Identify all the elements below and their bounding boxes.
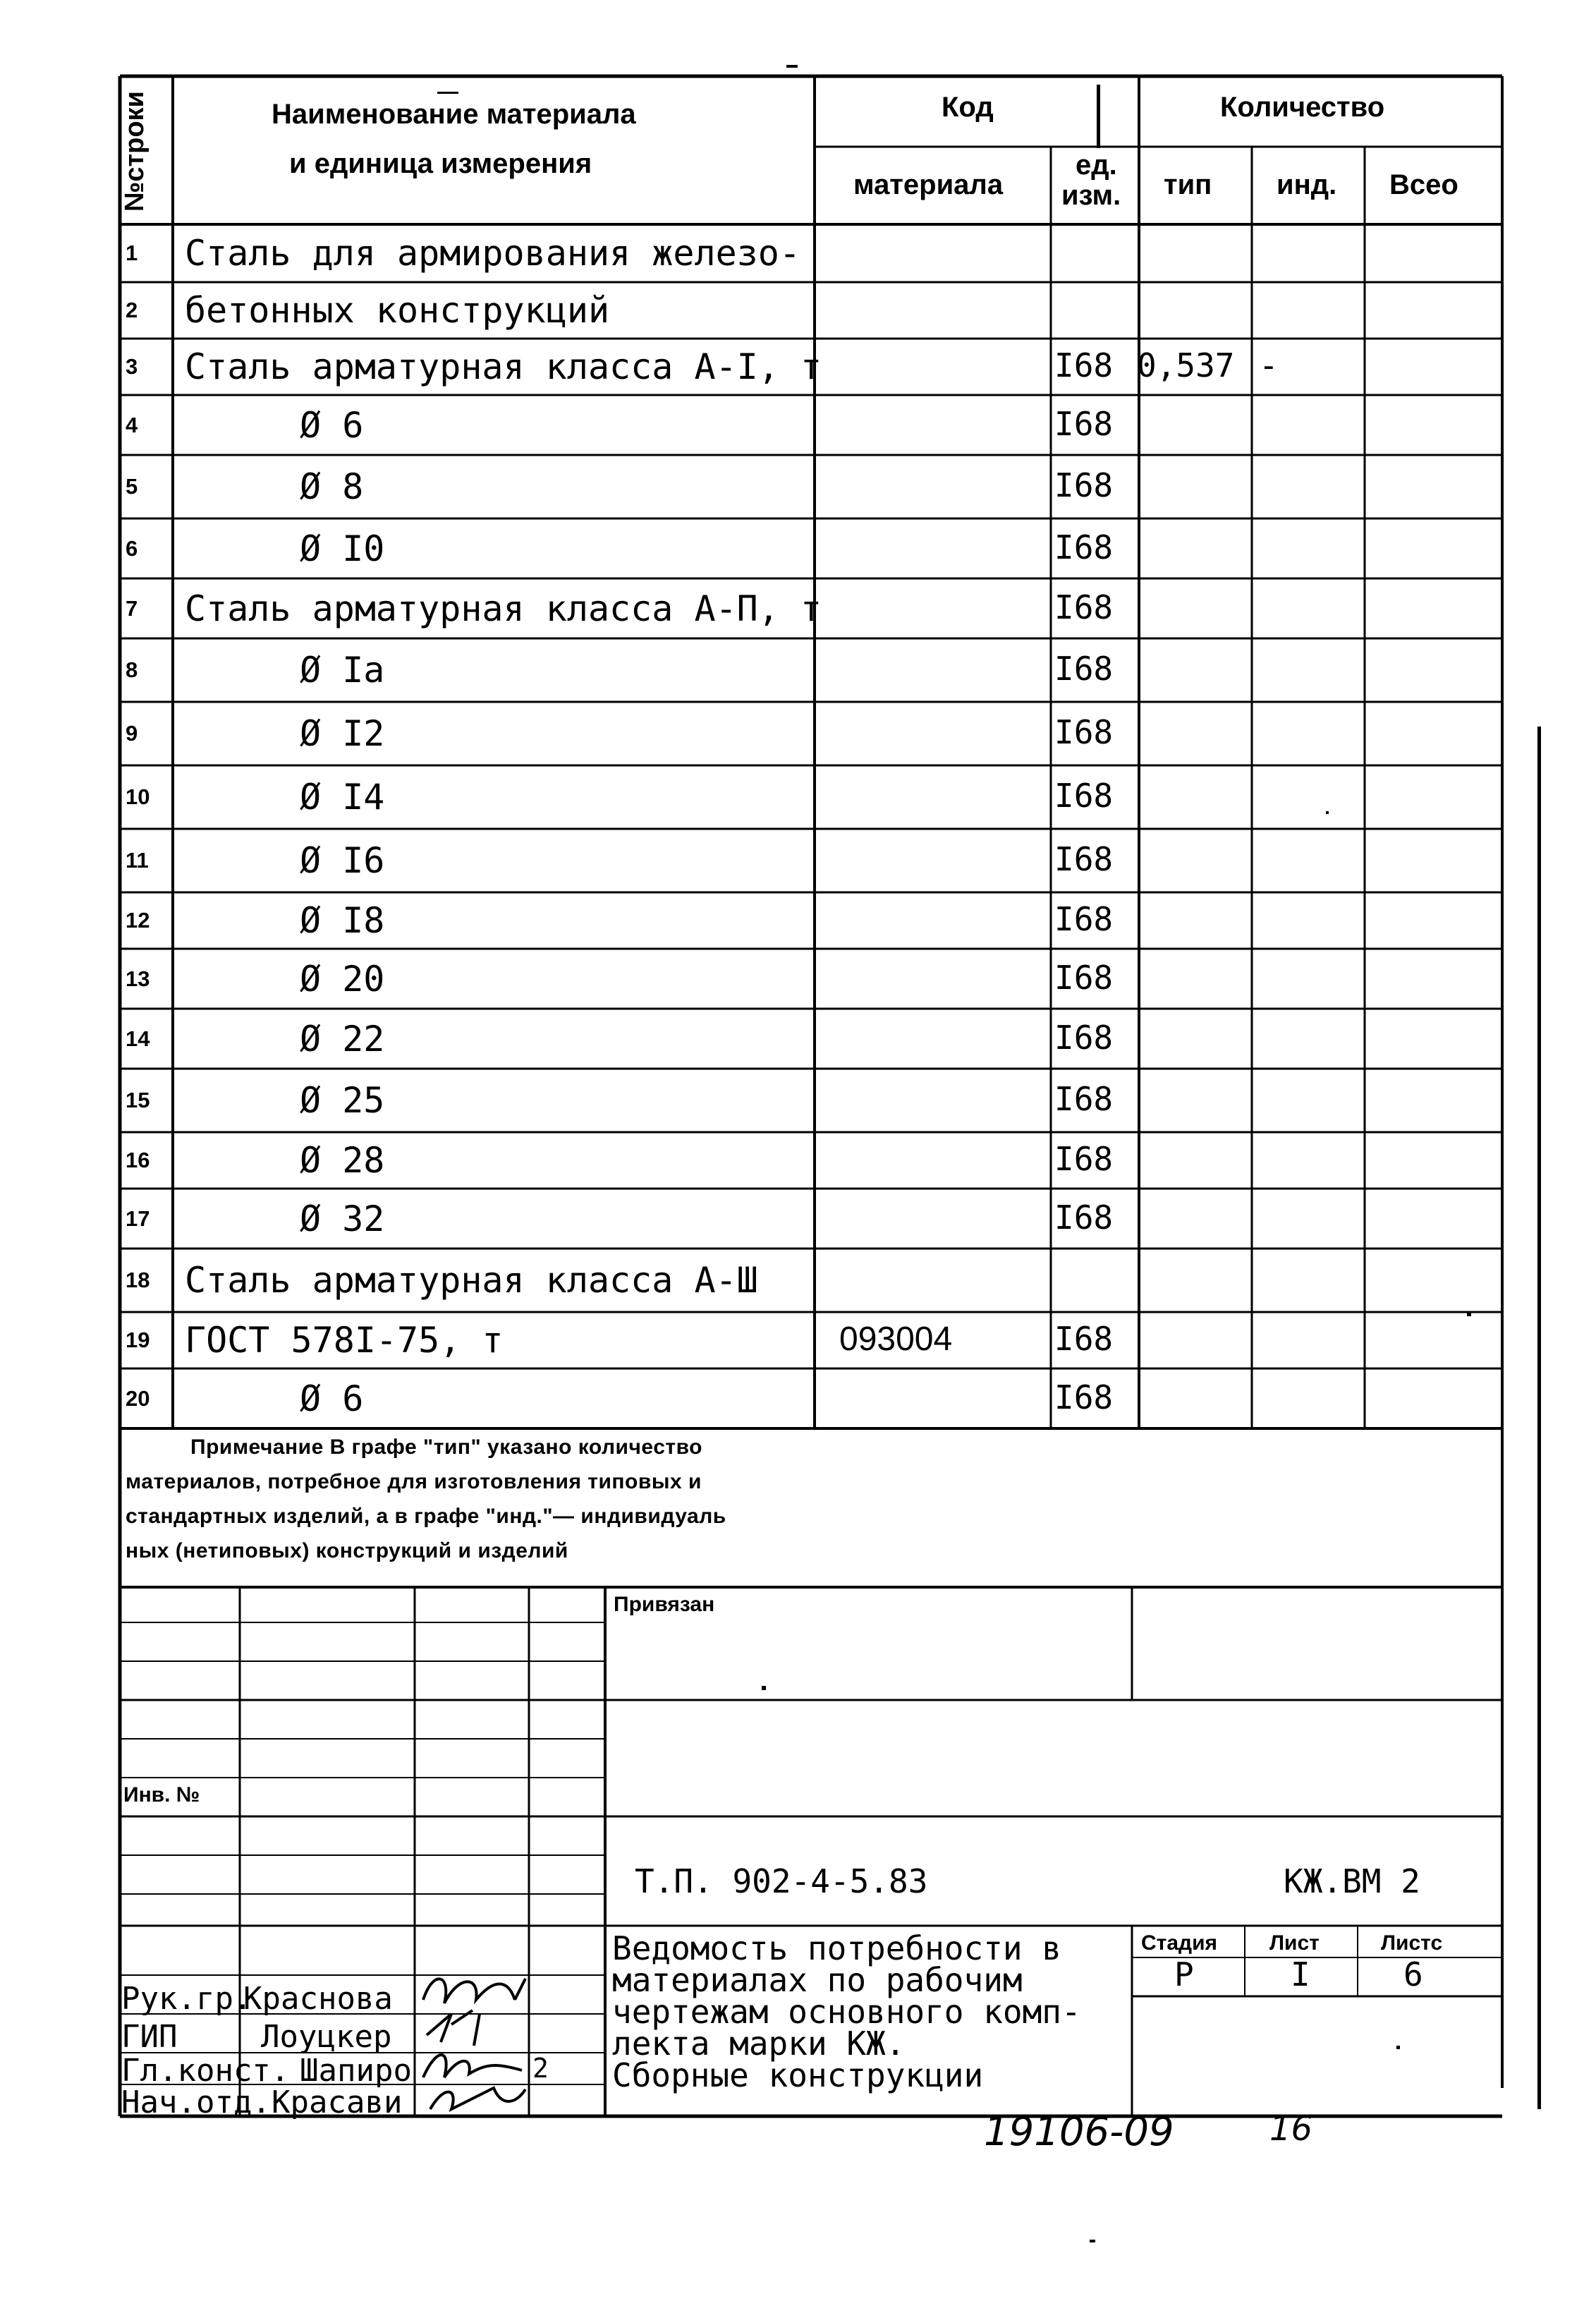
unit-code: I68 bbox=[1054, 466, 1114, 504]
material-name: Ø I8 bbox=[300, 900, 385, 941]
sheet-value: I bbox=[1291, 1955, 1310, 1993]
sheets-value: 6 bbox=[1403, 1955, 1423, 1993]
unit-code: I68 bbox=[1054, 900, 1114, 938]
row-number: 13 bbox=[126, 966, 150, 991]
material-name: Ø 25 bbox=[300, 1080, 385, 1121]
material-name: Ø I4 bbox=[300, 777, 385, 818]
material-code: 093004 bbox=[839, 1321, 953, 1358]
header-qty-type: тип bbox=[1164, 169, 1212, 200]
header-name-line2: и единица измерения bbox=[289, 148, 592, 179]
unit-code: I68 bbox=[1054, 713, 1114, 751]
row-number: 19 bbox=[126, 1328, 150, 1352]
doc-title-line3: чертежам основного комп- bbox=[612, 1993, 1081, 2031]
unit-code: I68 bbox=[1054, 650, 1114, 688]
header-unit-line1: ед. bbox=[1076, 150, 1117, 181]
row-number: 8 bbox=[126, 657, 138, 682]
row-number: 16 bbox=[126, 1148, 150, 1172]
row-number: 6 bbox=[126, 535, 138, 561]
material-name: Ø I2 bbox=[300, 713, 385, 754]
row-number: 3 bbox=[126, 354, 138, 379]
unit-code: I68 bbox=[1054, 777, 1114, 815]
qty-ind: - bbox=[1259, 346, 1279, 384]
row-number: 4 bbox=[126, 412, 138, 437]
material-name: ГОСТ 578I-75, т bbox=[185, 1320, 504, 1361]
material-name: Сталь арматурная класса А-I, т bbox=[185, 346, 822, 387]
row-number: 7 bbox=[126, 595, 138, 621]
header-unit-line2: изм. bbox=[1061, 180, 1121, 211]
header-name-line1: Наименование материала bbox=[272, 99, 636, 130]
material-name: Сталь арматурная класса А-П, т bbox=[185, 588, 822, 629]
row-number: 10 bbox=[126, 784, 150, 809]
doc-title-line2: материалах по рабочим bbox=[612, 1961, 1023, 1999]
material-name: Ø I0 bbox=[300, 528, 385, 569]
signer-name-4: Красави bbox=[272, 2084, 403, 2120]
row-number: 18 bbox=[126, 1268, 150, 1292]
header-qty-total: Всео bbox=[1389, 169, 1458, 200]
unit-code: I68 bbox=[1054, 1198, 1114, 1237]
signer-role-2: ГИП bbox=[121, 2019, 178, 2055]
material-name: Ø 32 bbox=[300, 1198, 385, 1239]
header-row-number: №строки bbox=[120, 91, 150, 212]
row-number: 5 bbox=[126, 474, 138, 499]
header-code: Код bbox=[942, 92, 994, 123]
inventory-label: Инв. № bbox=[123, 1783, 200, 1807]
sheets-label: Листс bbox=[1381, 1931, 1443, 1955]
unit-code: I68 bbox=[1054, 1378, 1114, 1416]
unit-code: I68 bbox=[1054, 1320, 1114, 1358]
row-number: 9 bbox=[126, 721, 138, 746]
signer-role-3: Гл.конст. bbox=[121, 2053, 290, 2089]
signer-name-2: Лоуцкер bbox=[261, 2019, 392, 2055]
unit-code: I68 bbox=[1054, 958, 1114, 997]
doc-title-line4: лекта марки КЖ. bbox=[612, 2024, 906, 2063]
row-number: 11 bbox=[126, 848, 149, 873]
material-name: Ø 20 bbox=[300, 958, 385, 1000]
unit-code: I68 bbox=[1054, 840, 1114, 878]
doc-title-line5: Сборные конструкции bbox=[612, 2056, 984, 2094]
unit-code: I68 bbox=[1054, 588, 1114, 626]
doc-title-line1: Ведомость потребности в bbox=[612, 1929, 1061, 1967]
row-number: 2 bbox=[126, 298, 138, 322]
signer-extra-3: 2 bbox=[532, 2053, 549, 2084]
unit-code: I68 bbox=[1054, 528, 1114, 566]
unit-code: I68 bbox=[1054, 346, 1114, 384]
material-name: Ø I6 bbox=[300, 840, 385, 881]
material-name: Ø 28 bbox=[300, 1140, 385, 1181]
material-name: бетонных конструкций bbox=[185, 290, 610, 331]
unit-code: I68 bbox=[1054, 1080, 1114, 1118]
document-mark: КЖ.ВМ 2 bbox=[1284, 1862, 1420, 1900]
material-name: Ø Ia bbox=[300, 650, 385, 691]
document-number: Т.П. 902-4-5.83 bbox=[635, 1862, 928, 1900]
header-qty-ind: инд. bbox=[1277, 169, 1337, 200]
signer-role-4: Нач.отд. bbox=[121, 2084, 271, 2120]
material-name: Ø 6 bbox=[300, 1378, 364, 1419]
sheet-label: Лист bbox=[1269, 1931, 1320, 1955]
page-number-handwritten: 16 bbox=[1269, 2109, 1313, 2149]
note-line3: стандартных изделий, а в графе "инд."— индивидуаль bbox=[126, 1505, 726, 1528]
note-line1: Примечание В графе "тип" указано количество bbox=[190, 1435, 702, 1459]
signer-name-1: Краснова bbox=[243, 1981, 393, 2017]
row-number: 1 bbox=[126, 241, 138, 265]
material-name: Ø 22 bbox=[300, 1018, 385, 1060]
note-line4: ных (нетиповых) конструкций и изделий bbox=[126, 1539, 568, 1562]
header-quantity: Количество bbox=[1220, 92, 1385, 123]
stage-label: Стадия bbox=[1141, 1931, 1218, 1955]
header-code-material: материала bbox=[853, 169, 1004, 200]
signer-role-1: Рук.гр. bbox=[121, 1981, 252, 2017]
signer-name-3: Шапиро bbox=[300, 2053, 412, 2089]
row-number: 12 bbox=[126, 908, 150, 933]
row-number: 17 bbox=[126, 1206, 150, 1231]
unit-code: I68 bbox=[1054, 404, 1114, 443]
qty-type: 0,537 bbox=[1137, 346, 1235, 384]
row-number: 15 bbox=[126, 1088, 150, 1112]
stage-value: Р bbox=[1174, 1955, 1194, 1993]
material-name: Ø 8 bbox=[300, 466, 364, 507]
bound-label: Привязан bbox=[614, 1593, 715, 1616]
material-name: Ø 6 bbox=[300, 404, 364, 446]
note-line2: материалов, потребное для изготовления типовых и bbox=[126, 1470, 702, 1493]
row-number: 20 bbox=[126, 1385, 150, 1411]
unit-code: I68 bbox=[1054, 1140, 1114, 1178]
material-name: Сталь арматурная класса А-Ш bbox=[185, 1260, 758, 1301]
archive-number-handwritten: 19106-09 bbox=[984, 2109, 1174, 2155]
unit-code: I68 bbox=[1054, 1018, 1114, 1057]
material-name: Сталь для армирования железо- bbox=[185, 233, 800, 274]
row-number: 14 bbox=[126, 1026, 150, 1051]
